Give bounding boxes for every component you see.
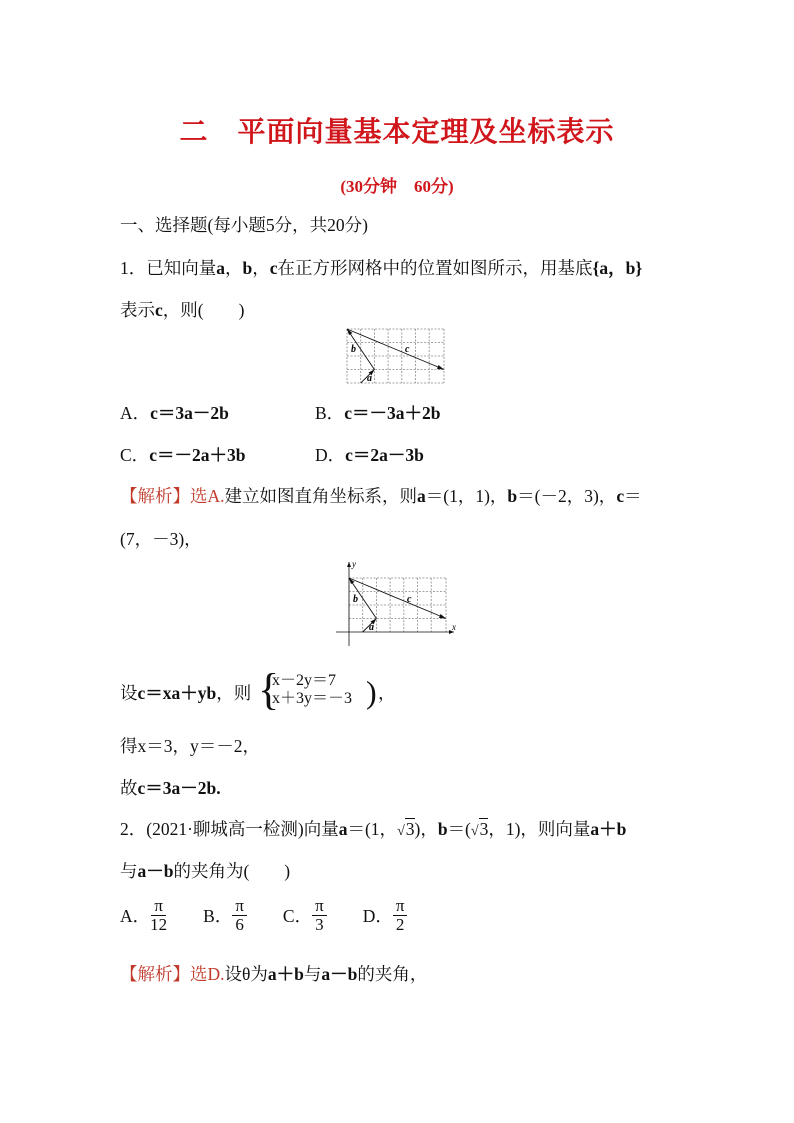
q1-option-d: D．c＝2a－3b: [315, 445, 424, 465]
grid-lines: [347, 329, 444, 383]
solution-tag: 【解析】: [120, 964, 190, 984]
label-x: x: [452, 622, 456, 632]
label-c: c: [407, 594, 412, 605]
label-c: c: [405, 344, 410, 355]
equation-2: x＋3y＝－3: [272, 690, 353, 707]
sol1-set-line: 设c＝xa＋yb，则: [120, 683, 252, 703]
q2-option-c: C． $\frac{\pi}{3}$: [283, 897, 327, 934]
sol1-set-end: ，: [378, 683, 396, 703]
page-subtitle: (30分钟 60分): [340, 177, 454, 196]
q1-line1: 1．已知向量a，b，c在正方形网格中的位置如图所示，用基底{a，b}: [120, 258, 643, 278]
system-left-brace: {: [258, 665, 280, 714]
system-right-paren: ): [366, 674, 377, 710]
page-title: 二 平面向量基本定理及坐标表示: [179, 115, 615, 148]
sol2-line1: 【解析】选D.设θ为a＋b与a－b的夹角，: [120, 964, 428, 984]
q1-line2: 表示c，则( ): [120, 300, 245, 320]
equation-1: x－2y＝7: [272, 672, 337, 689]
label-b: b: [353, 594, 358, 605]
vector-c: [349, 578, 446, 619]
q1-option-a: A．c＝3a－2b: [120, 403, 229, 423]
vector-c: [347, 329, 444, 370]
solution-tag: 【解析】: [120, 486, 190, 506]
sol1-result: 得x＝3，y＝－2，: [120, 736, 260, 756]
sol1-conclusion: 故c＝3a－2b.: [120, 778, 221, 798]
q2-option-d: D． $\frac{\pi}{2}$: [363, 897, 408, 934]
q2-line2: 与a－b的夹角为( ): [120, 861, 291, 881]
q1-option-b: B．c＝－3a＋2b: [315, 403, 441, 423]
q2-option-b: B． $\frac{\pi}{6}$: [203, 897, 247, 934]
q2-options: [120, 897, 407, 934]
grid-lines: [349, 578, 446, 632]
q2-option-a: A． $\frac{\pi}{12}$: [120, 896, 168, 934]
label-b: b: [351, 344, 356, 355]
sol1-coordinate-figure: [334, 558, 462, 648]
sol1-line2: (7，－3)，: [120, 529, 202, 549]
label-a: a: [369, 622, 374, 633]
y-axis-arrow: [347, 562, 351, 567]
arrow-c: [439, 614, 446, 619]
q2-line1: 2．(2021·聊城高一检测)向量a＝(1，√3)，b＝(√3，1)，则向量a＋b: [120, 819, 627, 839]
q1-grid-figure: [346, 328, 446, 384]
arrow-c: [437, 365, 444, 370]
label-a: a: [367, 373, 372, 384]
label-y: y: [352, 559, 356, 569]
sol1-line1: 【解析】选A.建立如图直角坐标系，则a＝(1，1)，b＝(－2，3)，c＝: [120, 486, 642, 506]
q1-option-c: C．c＝－2a＋3b: [120, 445, 246, 465]
section-heading: 一、选择题(每小题5分，共20分): [120, 215, 368, 235]
equation-system: [272, 672, 352, 708]
